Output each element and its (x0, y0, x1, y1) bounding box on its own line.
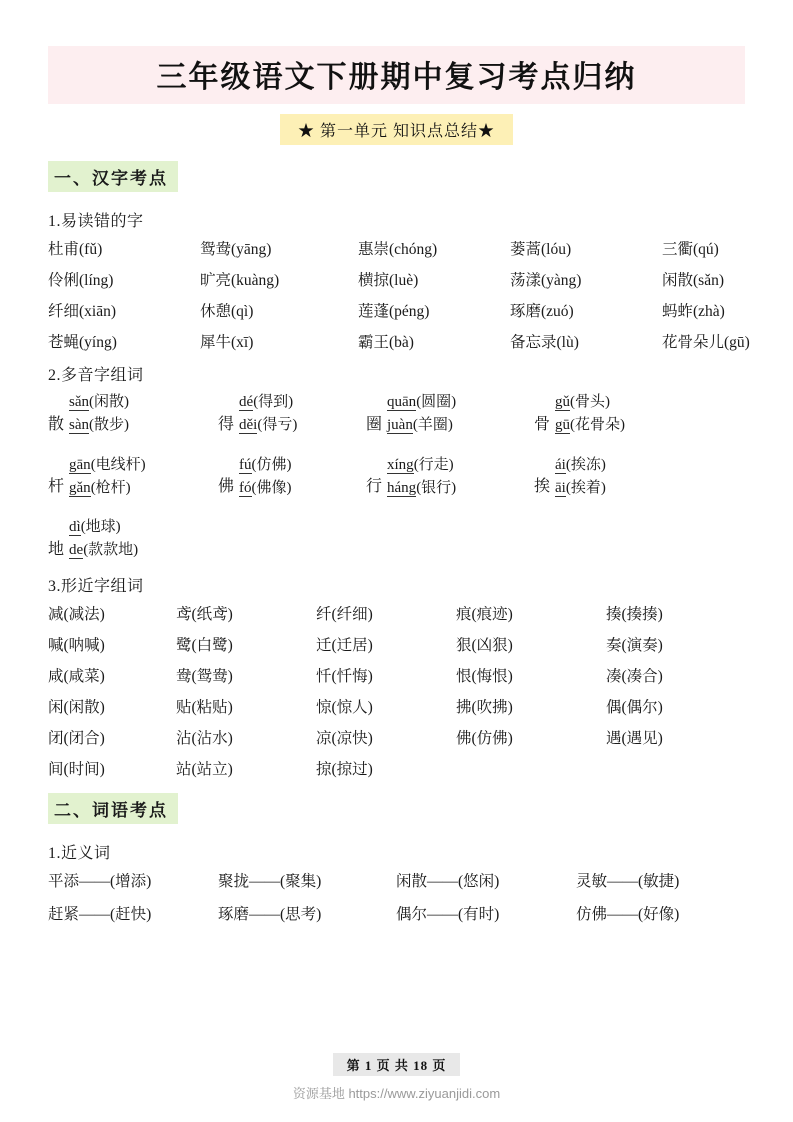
section-heading-hanzi: 一、汉字考点 (48, 161, 178, 192)
table-cell: 杜甫(fǔ) (48, 241, 103, 258)
table-cell: 减(减法) (48, 605, 105, 623)
table-cell: 平添——(增添) (48, 872, 152, 890)
word: (地球) (80, 519, 121, 535)
word: (得到) (253, 394, 294, 410)
word: (闲散) (89, 394, 130, 410)
subheading-easy-wrong: 1.易读错的字 (48, 213, 144, 230)
table-cell: 苍蝇(yíng) (48, 334, 117, 351)
table-cell: 恨(悔恨) (456, 667, 513, 685)
table-cell: 咸(咸菜) (48, 667, 105, 685)
polyphone-line (69, 391, 129, 414)
word: (枪杆) (90, 479, 131, 496)
word: (挨着) (565, 479, 606, 496)
subheading-polyphone: 2.多音字组词 (48, 367, 144, 384)
table-cell: 赶紧——(赶快) (48, 905, 152, 923)
table-cell: 犀牛(xī) (200, 334, 254, 351)
polyphone-entry (48, 391, 218, 438)
synonyms-table (48, 869, 745, 924)
pinyin: āi (555, 479, 566, 496)
pinyin: sǎn (69, 394, 90, 410)
polyphone-line (69, 454, 146, 477)
pinyin: gān (69, 456, 91, 473)
polyphone-char: 圈 (366, 415, 383, 433)
polyphone-char: 挨 (534, 478, 551, 495)
table-cell: 掠(掠过) (316, 760, 373, 778)
word: (散步) (89, 417, 130, 434)
word: (款款地) (83, 542, 139, 559)
polyphone-line (555, 477, 606, 500)
table-cell: 灵敏——(敏捷) (576, 872, 680, 890)
table-cell: 鸢(纸鸢) (176, 605, 233, 623)
word: (骨头) (570, 394, 611, 410)
polyphone-line (69, 414, 129, 437)
table-cell: 三衢(qú) (662, 241, 719, 258)
polyphone-line (555, 414, 625, 437)
table-cell: 喊(呐喊) (48, 636, 105, 654)
table-cell: 遇(遇见) (606, 729, 663, 747)
word: (佛像) (251, 479, 292, 496)
table-cell: 拂(吹拂) (456, 698, 513, 716)
word: (仿佛) (251, 456, 292, 473)
table-cell: 蚂蚱(zhà) (662, 303, 725, 320)
polyphone-char: 地 (48, 540, 65, 558)
table-cell: 鸯(鸳鸯) (176, 667, 233, 685)
polyphone-line (69, 516, 138, 539)
pinyin: de (69, 542, 84, 559)
polyphone-char: 骨 (534, 415, 551, 433)
table-cell: 琢磨——(思考) (218, 905, 322, 923)
table-cell: 鹭(白鹭) (176, 636, 233, 654)
unit-banner: ★ 第一单元 知识点总结★ (280, 114, 513, 145)
polyphone-char: 得 (218, 415, 235, 433)
table-cell: 备忘录(lù) (510, 334, 579, 351)
pinyin: děi (239, 417, 258, 434)
table-cell: 鸳鸯(yāng) (200, 241, 272, 258)
polyphone-line (387, 391, 456, 414)
table-cell: 凉(凉快) (316, 729, 373, 747)
table-cell: 忏(忏悔) (316, 667, 373, 685)
table-cell (456, 757, 606, 779)
table-cell: 纤细(xiān) (48, 303, 117, 320)
polyphone-entry (534, 391, 745, 438)
table-cell: 蒌蒿(lóu) (510, 241, 572, 258)
polyphone-line (239, 414, 297, 437)
table-cell: 间(时间) (48, 760, 105, 778)
pinyin: gǔ (555, 394, 571, 410)
word: (电线杆) (90, 456, 146, 473)
word: (得亏) (257, 417, 298, 434)
table-cell: 迁(迁居) (316, 636, 373, 654)
polyphone-line (239, 477, 292, 500)
table-cell: 闭(闭合) (48, 729, 105, 747)
table-cell: 霸王(bà) (358, 334, 414, 351)
table-cell: 惊(惊人) (316, 698, 373, 716)
document-title-banner (48, 46, 745, 104)
table-cell: 偶尔——(有时) (396, 905, 500, 923)
polyphone-entry (48, 454, 218, 501)
pinyin: juàn (387, 417, 413, 434)
word: (挨冻) (565, 456, 606, 473)
polyphone-line (69, 477, 146, 500)
table-cell: 仿佛——(好像) (576, 905, 680, 923)
polyphone-line (387, 414, 456, 437)
polyphone-char: 佛 (218, 478, 235, 495)
table-cell (606, 757, 745, 779)
polyphone-entry (366, 391, 534, 438)
table-cell: 站(站立) (176, 760, 233, 778)
word: (羊圈) (412, 417, 453, 434)
word: (银行) (416, 479, 457, 496)
polyphone-entry (534, 454, 745, 501)
subheading-synonyms: 1.近义词 (48, 844, 111, 862)
pinyin: fú (239, 456, 252, 473)
table-cell: 横掠(luè) (358, 272, 419, 289)
section-heading-ciyu: 二、词语考点 (48, 793, 178, 824)
pinyin: gǎn (69, 479, 91, 496)
polyphone-line (239, 391, 297, 414)
word: (花骨朵) (570, 417, 626, 434)
pinyin: sàn (69, 417, 90, 434)
polyphone-table (48, 391, 745, 563)
polyphone-char: 行 (366, 478, 383, 495)
page-number: 第 1 页 共 18 页 (333, 1053, 461, 1076)
table-cell: 休憩(qì) (200, 303, 254, 320)
polyphone-line (239, 454, 292, 477)
pinyin: fó (239, 479, 252, 496)
table-cell: 琢磨(zuó) (510, 303, 574, 320)
similar-chars-table (48, 602, 745, 779)
table-cell: 伶俐(líng) (48, 272, 114, 289)
table-cell: 荡漾(yàng) (510, 272, 582, 289)
pinyin: quān (387, 394, 417, 410)
polyphone-char: 杆 (48, 478, 65, 495)
polyphone-entry (366, 454, 534, 501)
table-cell: 沾(沾水) (176, 729, 233, 747)
table-cell: 纤(纤细) (316, 605, 373, 623)
table-cell: 莲蓬(péng) (358, 303, 430, 320)
table-cell: 惠崇(chóng) (358, 241, 438, 258)
polyphone-entry (218, 454, 366, 501)
word: (行走) (413, 456, 454, 473)
subheading-similar-chars: 3.形近字组词 (48, 577, 144, 595)
page-title: 三年级语文下册期中复习考点归纳 (156, 61, 637, 94)
table-cell: 花骨朵儿(gū) (662, 334, 750, 351)
polyphone-entry (48, 516, 218, 563)
table-cell: 揍(揍揍) (606, 605, 663, 623)
pinyin: ái (555, 456, 566, 473)
watermark: 资源基地 https://www.ziyuanjidi.com (292, 1086, 501, 1101)
table-cell: 闲散(sǎn) (662, 272, 724, 289)
table-cell: 痕(痕迹) (456, 605, 513, 623)
pinyin: dì (69, 519, 81, 535)
table-cell: 偶(偶尔) (606, 698, 663, 716)
table-cell: 凑(凑合) (606, 667, 663, 685)
table-cell: 佛(仿佛) (456, 729, 513, 747)
table-cell: 聚拢——(聚集) (218, 872, 322, 890)
polyphone-line (555, 391, 625, 414)
table-cell: 奏(演奏) (606, 636, 663, 654)
polyphone-line (69, 539, 138, 562)
table-cell: 贴(粘贴) (176, 698, 233, 716)
polyphone-line (387, 454, 456, 477)
table-cell: 旷亮(kuàng) (200, 272, 280, 289)
table-cell: 闲(闲散) (48, 698, 105, 716)
pinyin: dé (239, 394, 254, 410)
polyphone-entry (218, 391, 366, 438)
pinyin: háng (387, 479, 417, 496)
pinyin: xíng (387, 456, 414, 473)
page-footer (0, 1053, 793, 1076)
word: (圆圈) (416, 394, 457, 410)
easy-wrong-table (48, 237, 750, 352)
polyphone-char: 散 (48, 415, 65, 433)
table-cell: 狠(凶狠) (456, 636, 513, 654)
polyphone-line (555, 454, 606, 477)
pinyin: gū (555, 417, 571, 434)
polyphone-line (387, 477, 456, 500)
table-cell: 闲散——(悠闲) (396, 872, 500, 890)
unit-banner-wrap (48, 114, 745, 145)
